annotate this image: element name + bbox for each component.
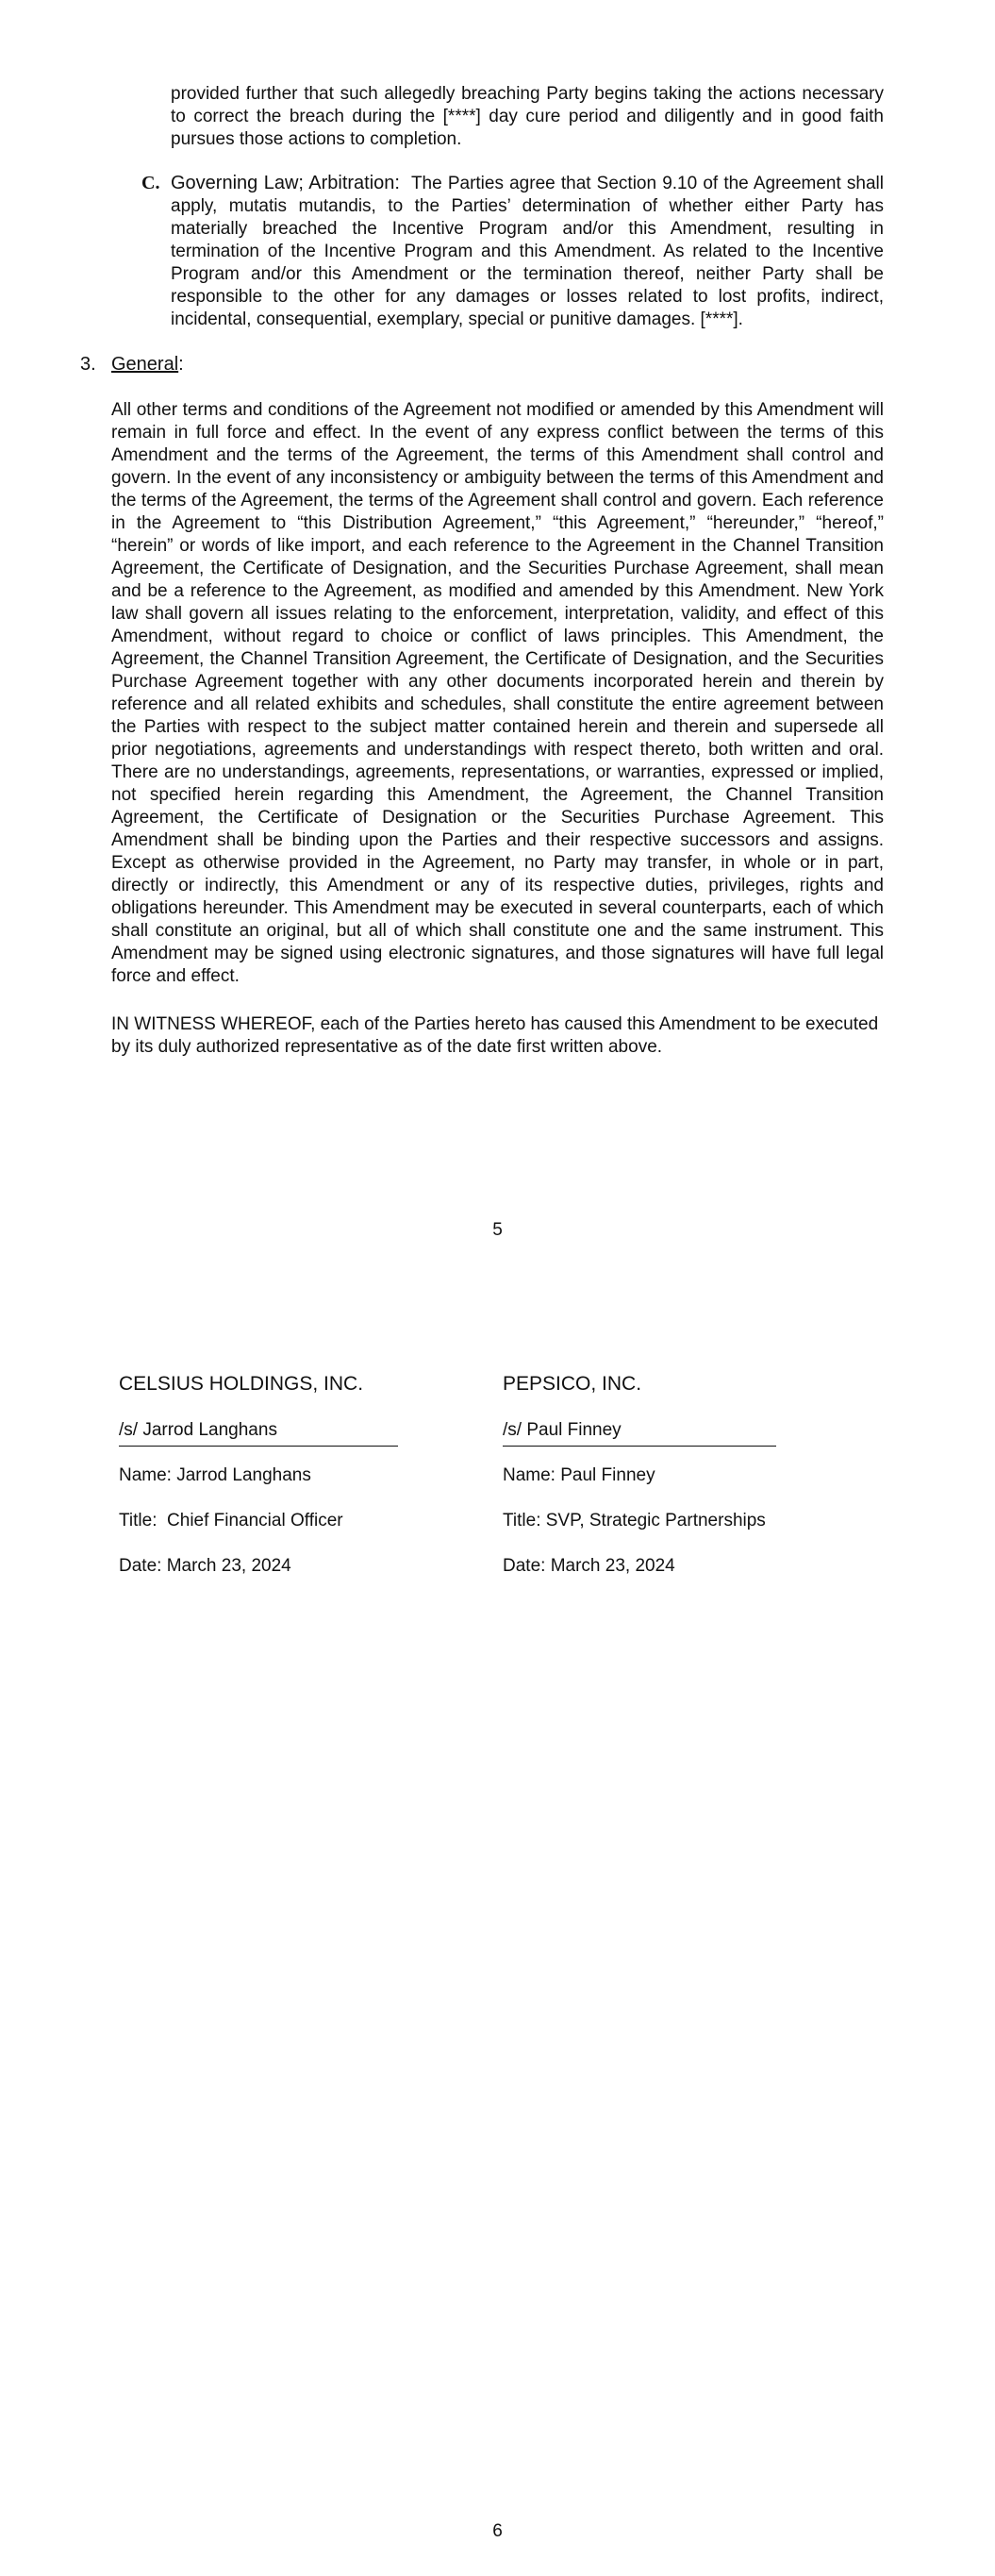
signature-line — [503, 1446, 776, 1447]
signatory-company: PEPSICO, INC. — [503, 1373, 642, 1395]
item-c-text: The Parties agree that Section 9.10 of the Agreement shall apply, mutatis mutandis, to the Parties’ determination of whether either Party has materially breached the Incentive Program and/or this Amendment, resulting in termination of the Incentive Program and this Amendment. As related to the Incentive Program and/or this Amendment or the termination thereof, neither Party shall be responsible to the other for any damages or losses related to lost profits, indirect, incidental, consequential, exemplary, special or punitive damages. [****]. — [171, 174, 884, 329]
item-c-heading: Governing Law; Arbitration: — [171, 173, 400, 193]
page-6 — [0, 1269, 995, 2576]
cure-period-paragraph: provided further that such allegedly breaching Party begins taking the actions necessary to correct the breach during the [****] day cure period and diligently and in good faith pursues those actions to completion. — [171, 84, 884, 149]
witness-clause: IN WITNESS WHEREOF, each of the Parties hereto has caused this Amendment to be executed by its duly authorized representative as of the date first written above. — [111, 1014, 879, 1057]
page-number-5: 5 — [492, 1220, 503, 1240]
signatory-name: Name: Paul Finney — [503, 1465, 655, 1485]
item-c-body — [171, 172, 884, 331]
section-3-body: All other terms and conditions of the Agreement not modified or amended by this Amendment will remain in full force and effect. In the event of any express conflict between the terms of this Amendment and the terms of the Agreement, the terms of this Amendment shall control and govern. In the event of any inconsistency or ambiguity between the terms of this Amendment and the terms of the Agreement, the terms of the Agreement shall control and govern. Each reference in the Agreement to “this Distribution Agreement,” “this Agreement,” “hereunder,” “hereof,” “herein” or words of like import, and each reference to the Agreement in the Channel Transition Agreement, the Certificate of Designation, and the Securities Purchase Agreement, shall mean and be a reference to the Agreement, as modified and amended by this Amendment. New York law shall govern all issues relating to the enforcement, interpretation, validity, and effect of this Amendment, without regard to choice or conflict of laws principles. This Amendment, the Agreement, the Channel Transition Agreement, the Certificate of Designation, and the Securities Purchase Agreement together with any other documents incorporated herein and therein by reference and all related exhibits and schedules, shall constitute the entire agreement between the Parties with respect to the subject matter contained herein and therein and supersede all prior negotiations, agreements and understandings with respect thereto, both written and oral. There are no understandings, agreements, representations, or warranties, expressed or implied, not specified herein regarding this Amendment, the Agreement, the Channel Transition Agreement, the Certificate of Designation or the Securities Purchase Agreement. This Amendment shall be binding upon the Parties and their respective successors and assigns. Except as otherwise provided in the Agreement, no Party may transfer, in whole or in part, directly or indirectly, this Amendment or any of its respective duties, privileges, rights and obligations hereunder. This Amendment may be executed in several counterparts, each of which shall constitute an original, but all of which shall constitute one and the same instrument. This Amendment may be signed using electronic signatures, and those signatures will have full legal force and effect. — [111, 400, 884, 986]
signature: /s/ Paul Finney — [503, 1420, 622, 1440]
page-5 — [0, 0, 995, 1269]
signatory-title: Title: Chief Financial Officer — [119, 1511, 343, 1531]
signatory-company: CELSIUS HOLDINGS, INC. — [119, 1373, 364, 1395]
signature-line — [119, 1446, 398, 1447]
signature-date: Date: March 23, 2024 — [119, 1556, 291, 1576]
page-number-6: 6 — [492, 2521, 503, 2541]
signatory-name: Name: Jarrod Langhans — [119, 1465, 311, 1485]
signatory-title: Title: SVP, Strategic Partnerships — [503, 1511, 766, 1531]
item-c-marker: C. — [141, 173, 160, 193]
section-3-colon: : — [178, 354, 184, 375]
section-3-heading — [80, 353, 184, 376]
section-3-title: General — [111, 354, 179, 375]
signature: /s/ Jarrod Langhans — [119, 1420, 277, 1440]
signature-date: Date: March 23, 2024 — [503, 1556, 675, 1576]
section-3-number: 3. — [80, 354, 96, 375]
